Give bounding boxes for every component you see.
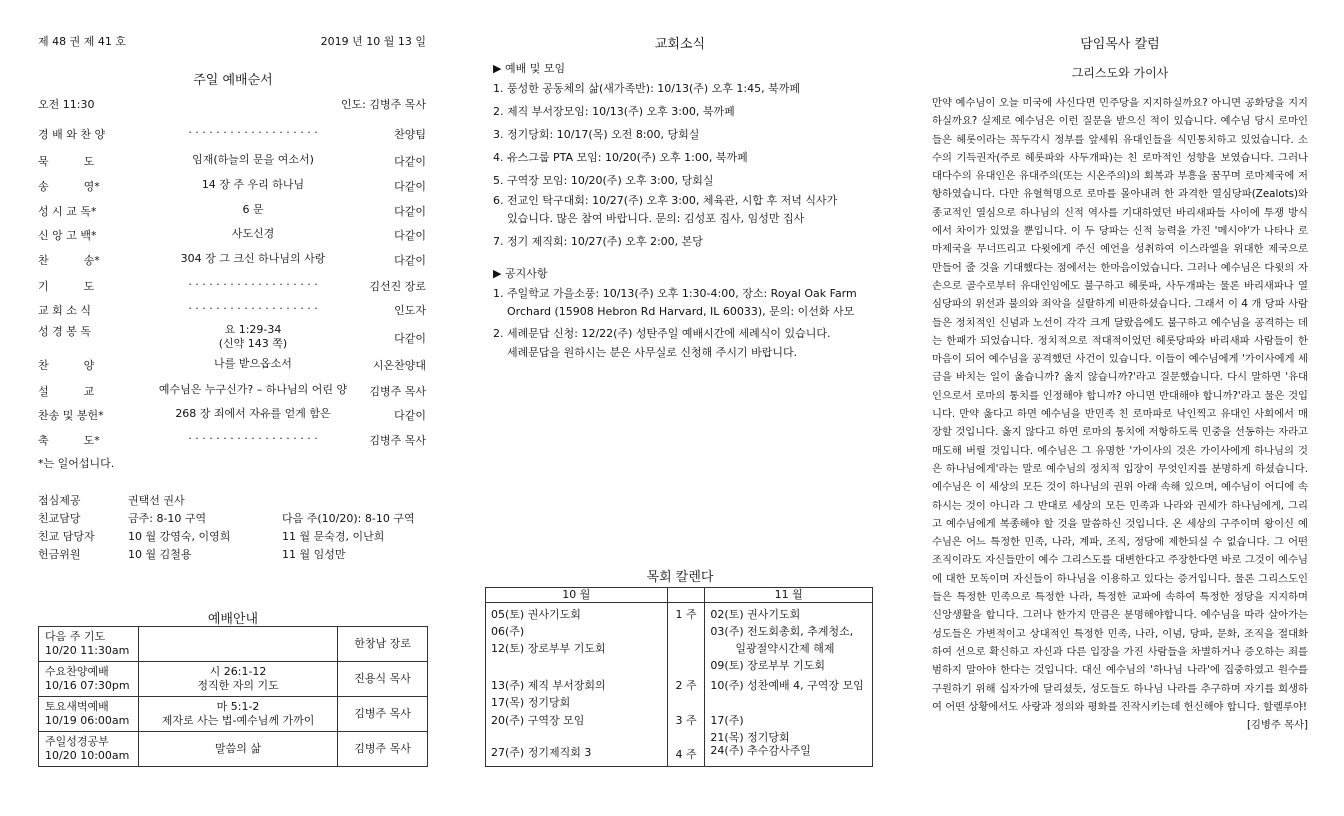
calendar-november-event: 03(주) 전도회총회, 추계청소, bbox=[710, 625, 854, 638]
middle-column bbox=[485, 0, 875, 816]
column-subtitle: 그리스도와 가이사 bbox=[1071, 66, 1169, 80]
guide-service-time: 10/16 07:30pm bbox=[45, 679, 130, 692]
order-row bbox=[38, 432, 428, 450]
duty-value: 권택선 권사 bbox=[128, 494, 185, 507]
order-label: 설 교 bbox=[38, 385, 95, 398]
order-label: 송 영* bbox=[38, 180, 100, 193]
order-label: 묵 도 bbox=[38, 155, 95, 168]
standing-note: *는 일어섭니다. bbox=[38, 457, 115, 470]
order-label: 축 도* bbox=[38, 434, 100, 447]
guide-row bbox=[39, 662, 428, 697]
order-row bbox=[38, 407, 428, 425]
order-content bbox=[128, 432, 378, 446]
guide-scripture bbox=[138, 627, 337, 662]
order-content-line: 임재(하늘의 문을 여소서) bbox=[192, 153, 314, 166]
guide-service-time: 10/19 06:00am bbox=[45, 714, 130, 727]
notice-item: Orchard (15908 Hebron Rd Harvard, IL 60033), 문의: 이선화 사모 bbox=[507, 305, 855, 318]
order-row bbox=[38, 278, 428, 296]
calendar-week-label: 2 주 bbox=[675, 679, 697, 692]
guide-speaker: 진용식 목사 bbox=[338, 662, 428, 697]
order-content-line: 14 장 주 우리 하나님 bbox=[201, 178, 305, 191]
calendar-november-event: 21(목) 정기당회 bbox=[710, 731, 790, 744]
news-section-notices: ▶ 공지사항 bbox=[493, 267, 548, 280]
order-label: 경 배 와 찬 양 bbox=[38, 128, 106, 141]
order-label: 성 시 교 독* bbox=[38, 205, 97, 218]
left-column bbox=[38, 0, 428, 816]
order-content bbox=[128, 153, 378, 167]
order-content bbox=[128, 178, 378, 192]
order-content bbox=[128, 203, 378, 217]
calendar-october-event: 13(주) 제직 부서장회의 bbox=[491, 679, 606, 692]
news-title: 교회소식 bbox=[654, 37, 706, 52]
calendar-october-cell bbox=[486, 603, 668, 767]
order-content-line: 268 장 죄에서 자유를 얻게 함은 bbox=[175, 407, 331, 420]
order-content-line: 요 1:29-34 bbox=[224, 323, 282, 336]
order-leader: 다같이 bbox=[394, 254, 426, 267]
guide-scripture bbox=[138, 697, 337, 732]
order-row bbox=[38, 357, 428, 375]
calendar-november-event: 02(토) 권사기도회 bbox=[710, 608, 801, 621]
calendar-week-label: 4 주 bbox=[675, 748, 697, 761]
column-body-text: 만약 예수님이 오늘 미국에 사신다면 민주당을 지지하실까요? 아니면 공화당을 지지하실까요? 실제로 예수님은 이런 질문을 받으신 적이 있습니다. 예수님 당시 로마인들은 헤롯이라는 꼭두각시 정부를 앞세워 유대인들을 식민통치하고 있었습니다. 소수의 기득권자(주로 헤롯파와 사두개파)는 친 로마적인 성향을 보였습니다. 그러나 대다수의 유대인은 유대주의(또는 시온주의)의 회복과 부흥을 꿈꾸며 로마제국에 저항하였습니다. 다만 유혈혁명으로 로마를 몰아내려 한 과격한 열심당파(Zealots)와 종교적인 열심으로 하나님의 신적 역사를 기대하였던 바리새파들 사이에 투쟁 방식에서 차이가 있었을 뿐입니다. 이 두 당파는 신적 능력을 가진 '메시야'가 나타나 로마제국을 무너뜨리고 다윗에게 주신 예언을 성취하여 이스라엘을 위대한 제국으로 만들어 줄 것을 기대했다는 점에서는 한마음이었습니다. 그러나 예수님은 다윗의 자손으로 골수로부터 유대인임에도 불구하고 헤롯파, 사두개파는 물론 바리새파나 열심당파의 위선과 불의와 죄악을 실랄하게 비판하셨습니다. 그래서 이 4 개 당파 사람들은 정치적인 신념과 노선이 각각 크게 달랐음에도 불구하고 예수님을 공격하는 데는 한패가 되었습니다. 정치적으로 적대적이었던 헤롯당파와 바리새파 사람들이 한마음이 되어 예수님을 공격했던 사건이 있습니다. 이들이 예수님에게 '가이사에게 세금을 바치는 일이 옳습니까? 옳지 않습니까?'라고 질문했습니다. 다시 말하면 '유대인으로서 로마의 통치를 인정해야 합니까? 아니면 반대해야 합니까?'라고 물은 것입니다. 만약 옳다고 하면 예수님을 반민족 친 로마파로 낙인찍고 유대인 사회에서 매장할 것입니다. 옳지 않다고 하면 로마의 통치에 저항하도록 민중을 선동하는 자라고 매도해 버릴 것입니다. 예수님은 그 유명한 '가이사의 것은 가이사에게 하나님의 것은 하나님에게'라는 말로 예수님의 정치적 입장이 무엇인지를 분명하게 하셨습니다. 예수님은 이 세상의 모든 것이 하나님의 권위 아래 속해 있으며, 예수님이 어디에 속하시는 것이 아니라 그 반대로 세상의 모든 민족과 나라와 권세가 하나님에게, 그리고 예수님에게 복종해야 할 것을 말씀하신 것입니다. 온 세상의 구주이며 왕이신 예수님은 어느 특정한 민족, 나라, 계파, 조직, 정당에 제한되실 수 없습니다. 그 어떤 조직이라도 자신들만이 예수 그리스도를 대변한다고 주장한다면 바로 그것이 예수님에 대한 모독이며 자신들이 하나님을 이용하고 있다는 증거입니다. 물론 그리스도인들은 특정한 민족으로 특정한 나라, 특정한 교파에 속하여 특정한 정당을 지지하며 신앙생활을 합니다. 그러나 한가지 만큼은 분명해야합니다. 예수님을 따라 살아가는 성도들은 가변적이고 상대적인 특정한 민족, 나라, 이념, 당파, 문화, 조직을 절대화하여 선으로 확신하고 자신과 다른 입장을 가진 사람들을 차별하거나 증오하는 죄를 범하지 말아야 한다는 것입니다. 대신 예수님의 '하나님 나라'에 집중하였고 원수를 구원하기 위해 십자가에 달리셨듯, 성도들도 하나님 나라를 추구하며 자기를 희생하여 어떤 상황에서도 사랑과 정의와 평화를 진작시키는데 헌신해야 합니다. 할렐루야! bbox=[932, 97, 1308, 713]
order-content-line: 예수님은 누구신가? – 하나님의 어린 양 bbox=[158, 383, 348, 396]
order-label: 찬 양 bbox=[38, 359, 95, 372]
calendar-head-november: 11 월 bbox=[705, 588, 873, 603]
duty-value: 금주: 8-10 구역 bbox=[128, 512, 207, 525]
column-body bbox=[932, 94, 1308, 734]
calendar-november-event: 일광절약시간제 해제 bbox=[735, 642, 835, 655]
order-row bbox=[38, 203, 428, 221]
notice-item: 2. 세례문답 신청: 12/22(주) 성탄주일 예배시간에 세례식이 있습니다. bbox=[493, 327, 831, 340]
order-row bbox=[38, 323, 428, 350]
calendar-october-event: 27(주) 정기제직회 3 bbox=[491, 746, 592, 759]
duty-label: 친교담당 bbox=[38, 512, 81, 525]
order-leader: 다같이 bbox=[394, 155, 426, 168]
calendar-november-event: 09(토) 장로부부 기도회 bbox=[710, 659, 826, 672]
order-leader: 다같이 bbox=[394, 229, 426, 242]
order-content bbox=[128, 227, 378, 241]
order-content bbox=[128, 323, 378, 351]
guide-service bbox=[39, 627, 139, 662]
notice-item: 1. 주일학교 가을소풍: 10/13(주) 오후 1:30-4:00, 장소: Royal Oak Farm bbox=[493, 287, 857, 300]
calendar-october-event: 05(토) 권사기도회 bbox=[491, 608, 581, 621]
calendar-week-cell bbox=[667, 603, 705, 767]
issue-number: 제 48 권 제 41 호 bbox=[38, 35, 126, 48]
order-content bbox=[128, 357, 378, 371]
order-row bbox=[38, 302, 428, 320]
duty-next: 11 월 임성만 bbox=[282, 548, 346, 561]
calendar-november-event: 10(주) 성찬예배 4, 구역장 모임 bbox=[710, 679, 864, 692]
guide-service-name: 다음 주 기도 bbox=[45, 630, 106, 643]
guide-service bbox=[39, 662, 139, 697]
order-content-line: 사도신경 bbox=[231, 227, 275, 240]
order-content-line: 나를 받으옵소서 bbox=[214, 357, 292, 370]
calendar-week-label: 1 주 bbox=[675, 608, 697, 621]
order-leader: 다같이 bbox=[394, 409, 426, 422]
guide-row bbox=[39, 627, 428, 662]
calendar-title: 목회 칼렌다 bbox=[646, 570, 714, 585]
news-item: 5. 구역장 모임: 10/20(주) 오후 3:00, 당회실 bbox=[493, 174, 714, 187]
order-label: 신 앙 고 백* bbox=[38, 229, 97, 242]
order-content-line: · · · · · · · · · · · · · · · · · · · bbox=[188, 126, 318, 139]
order-label: 찬송 및 봉헌* bbox=[38, 409, 104, 422]
calendar-table bbox=[485, 587, 873, 767]
calendar-october-event: 06(주) bbox=[491, 625, 525, 638]
column-signature: [김병주 목사] bbox=[1246, 719, 1308, 732]
guide-service-name: 토요새벽예배 bbox=[45, 700, 109, 713]
guide-scripture-ref: 마 5:1-2 bbox=[216, 700, 260, 713]
guide-row bbox=[39, 697, 428, 732]
order-content bbox=[128, 252, 378, 266]
calendar-head-october: 10 월 bbox=[486, 588, 668, 603]
guide-row bbox=[39, 732, 428, 767]
order-leader: 다같이 bbox=[394, 205, 426, 218]
duty-value: 10 월 김철용 bbox=[128, 548, 192, 561]
order-content-line: 304 장 그 크신 하나님의 사랑 bbox=[180, 252, 326, 265]
guide-service bbox=[39, 697, 139, 732]
column-title: 담임목사 칼럼 bbox=[1080, 37, 1160, 52]
order-row bbox=[38, 178, 428, 196]
duty-label: 점심제공 bbox=[38, 494, 81, 507]
calendar-october-event: 12(토) 장로부부 기도회 bbox=[491, 642, 606, 655]
duty-next: 11 월 문숙경, 이난희 bbox=[282, 530, 385, 543]
calendar-week-label: 3 주 bbox=[675, 714, 697, 727]
order-leader: 김병주 목사 bbox=[369, 434, 426, 447]
order-content-line: · · · · · · · · · · · · · · · · · · · bbox=[188, 302, 318, 315]
order-leader: 시온찬양대 bbox=[372, 359, 426, 372]
guide-scripture-ref: 말씀의 삶 bbox=[215, 742, 262, 755]
duty-value: 10 월 강영숙, 이영희 bbox=[128, 530, 231, 543]
guide-service-time: 10/20 10:00am bbox=[45, 749, 130, 762]
news-item: 3. 정기당회: 10/17(목) 오전 8:00, 당회실 bbox=[493, 128, 700, 141]
news-item: 7. 정기 제직회: 10/27(주) 오후 2:00, 본당 bbox=[493, 235, 703, 248]
issue-date: 2019 년 10 월 13 일 bbox=[320, 35, 426, 48]
guide-scripture-title: 정직한 자의 기도 bbox=[197, 679, 279, 692]
guide-service-time: 10/20 11:30am bbox=[45, 644, 130, 657]
order-row bbox=[38, 383, 428, 401]
duty-label: 친교 담당자 bbox=[38, 530, 95, 543]
order-content-line: · · · · · · · · · · · · · · · · · · · bbox=[188, 432, 318, 445]
guide-table bbox=[38, 626, 428, 767]
order-label: 찬 송* bbox=[38, 254, 100, 267]
guide-speaker: 김병주 목사 bbox=[338, 732, 428, 767]
order-content-line: 6 문 bbox=[242, 203, 264, 216]
order-row bbox=[38, 252, 428, 270]
right-column bbox=[932, 0, 1308, 816]
service-time: 오전 11:30 bbox=[38, 98, 95, 111]
order-row bbox=[38, 126, 428, 144]
order-leader: 다같이 bbox=[394, 332, 426, 345]
guide-speaker: 김병주 목사 bbox=[338, 697, 428, 732]
order-content-line: · · · · · · · · · · · · · · · · · · · bbox=[188, 278, 318, 291]
calendar-november-event: 17(주) bbox=[710, 714, 744, 727]
order-title: 주일 예배순서 bbox=[193, 73, 273, 88]
order-leader: 찬양팀 bbox=[394, 128, 426, 141]
news-section-meetings: ▶ 예배 및 모임 bbox=[493, 62, 566, 75]
order-leader: 인도자 bbox=[394, 304, 426, 317]
guide-service-name: 수요찬양예배 bbox=[45, 665, 109, 678]
calendar-november-event: 24(주) 추수감사주일 bbox=[710, 744, 811, 757]
guide-scripture-title: 제자로 사는 법-예수님께 가까이 bbox=[161, 714, 315, 727]
news-item: 6. 전교인 탁구대회: 10/27(주) 오후 3:00, 체육관, 시합 후 저녁 식사가 bbox=[493, 194, 838, 207]
order-content bbox=[128, 383, 378, 397]
news-item: 1. 풍성한 공동체의 삶(새가족반): 10/13(주) 오후 1:45, 북까페 bbox=[493, 82, 801, 95]
order-content bbox=[128, 407, 378, 421]
order-content bbox=[128, 302, 378, 316]
calendar-october-event: 17(목) 정기당회 bbox=[491, 696, 571, 709]
order-content-line-2: (신약 143 쪽) bbox=[218, 337, 288, 350]
order-content bbox=[128, 278, 378, 292]
guide-service-name: 주일성경공부 bbox=[45, 735, 109, 748]
order-leader: 김선진 장로 bbox=[369, 280, 426, 293]
calendar-october-event: 20(주) 구역장 모임 bbox=[491, 714, 585, 727]
news-item: 4. 유스그룹 PTA 모임: 10/20(주) 오후 1:00, 북까페 bbox=[493, 151, 748, 164]
notice-item: 세례문답을 원하시는 분은 사무실로 신청해 주시기 바랍니다. bbox=[507, 346, 798, 359]
guide-scripture bbox=[138, 732, 337, 767]
duty-label: 헌금위원 bbox=[38, 548, 81, 561]
order-label: 성 경 봉 독 bbox=[38, 325, 91, 338]
guide-scripture-ref: 시 26:1-12 bbox=[209, 665, 267, 678]
guide-speaker: 한창남 장로 bbox=[338, 627, 428, 662]
guide-service bbox=[39, 732, 139, 767]
news-item: 있습니다. 많은 참여 바랍니다. 문의: 김성포 집사, 임성만 집사 bbox=[507, 212, 805, 225]
service-leader: 인도: 김병주 목사 bbox=[340, 98, 426, 111]
order-content bbox=[128, 126, 378, 140]
order-row bbox=[38, 153, 428, 171]
calendar-november-cell bbox=[705, 603, 873, 767]
duty-next: 다음 주(10/20): 8-10 구역 bbox=[282, 512, 415, 525]
order-label: 기 도 bbox=[38, 280, 95, 293]
guide-title: 예배안내 bbox=[207, 612, 259, 627]
order-leader: 김병주 목사 bbox=[369, 385, 426, 398]
order-label: 교 회 소 식 bbox=[38, 304, 91, 317]
order-leader: 다같이 bbox=[394, 180, 426, 193]
news-item: 2. 제직 부서장모임: 10/13(주) 오후 3:00, 북까페 bbox=[493, 105, 735, 118]
guide-scripture bbox=[138, 662, 337, 697]
order-row bbox=[38, 227, 428, 245]
